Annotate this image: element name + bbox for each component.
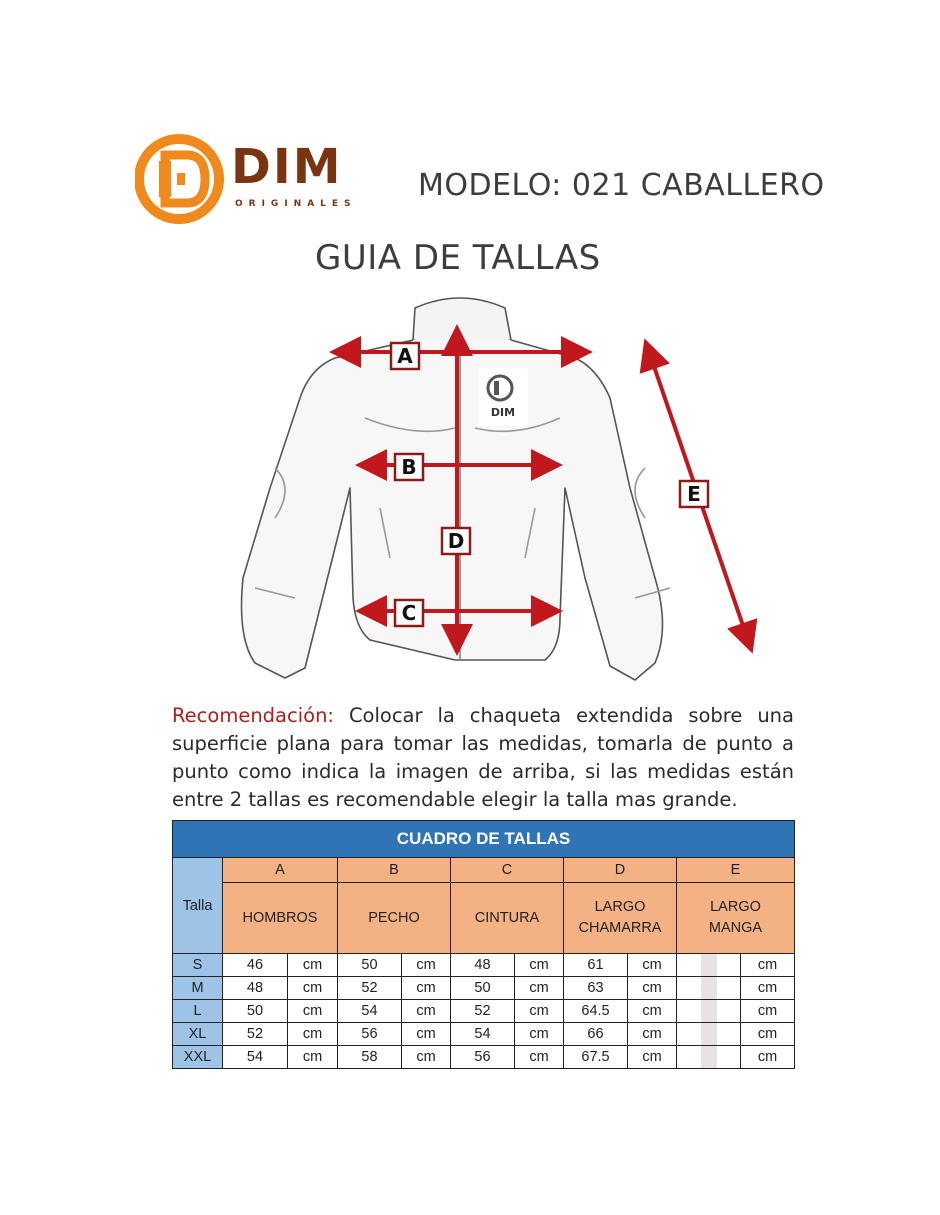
value-cell: 63	[564, 977, 628, 1000]
size-cell: M	[173, 977, 223, 1000]
brand-tagline: ORIGINALES	[235, 199, 357, 209]
obscured-value	[701, 1046, 717, 1068]
column-name: HOMBROS	[223, 883, 338, 954]
table-row	[173, 1046, 795, 1069]
recommendation-body: Colocar la chaqueta extendida sobre una superficie plana para tomar las medidas, tomarla de punto a punto como indica la imagen de arriba, si las medidas están entre 2 tallas es recomendable elegir la talla mas grande.	[172, 704, 794, 811]
unit-cell: cm	[741, 1000, 795, 1023]
table-row	[173, 954, 795, 977]
column-name: LARGO CHAMARRA	[564, 883, 677, 954]
dim-logo-mark-icon	[135, 133, 227, 225]
value-cell: 67.5	[564, 1046, 628, 1069]
column-letter: C	[451, 858, 564, 883]
svg-text:DIM: DIM	[490, 406, 516, 419]
size-cell: XXL	[173, 1046, 223, 1069]
unit-cell: cm	[741, 954, 795, 977]
unit-cell: cm	[288, 954, 338, 977]
brand-name: DIM	[231, 139, 343, 195]
label-d: D	[447, 529, 465, 553]
value-cell: 50	[223, 1000, 288, 1023]
size-cell: S	[173, 954, 223, 977]
column-name: LARGO MANGA	[677, 883, 795, 954]
value-cell	[677, 1046, 741, 1069]
unit-cell: cm	[741, 1023, 795, 1046]
model-title: MODELO: 021 CABALLERO	[418, 168, 825, 203]
recommendation-text	[172, 702, 794, 814]
unit-cell: cm	[628, 954, 677, 977]
value-cell: 54	[338, 1000, 402, 1023]
value-cell: 52	[451, 1000, 515, 1023]
unit-cell: cm	[741, 1046, 795, 1069]
table-row	[173, 1000, 795, 1023]
unit-cell: cm	[741, 977, 795, 1000]
value-cell: 54	[451, 1023, 515, 1046]
value-cell: 54	[223, 1046, 288, 1069]
value-cell: 48	[223, 977, 288, 1000]
table-row	[173, 977, 795, 1000]
table-title: CUADRO DE TALLAS	[173, 821, 795, 858]
column-letter: A	[223, 858, 338, 883]
label-c: C	[401, 601, 417, 625]
value-cell: 50	[451, 977, 515, 1000]
value-cell	[677, 1023, 741, 1046]
unit-cell: cm	[288, 977, 338, 1000]
obscured-value	[701, 954, 717, 976]
value-cell	[677, 1000, 741, 1023]
value-cell	[677, 954, 741, 977]
obscured-value	[701, 1000, 717, 1022]
unit-cell: cm	[515, 977, 564, 1000]
value-cell: 56	[451, 1046, 515, 1069]
value-cell: 48	[451, 954, 515, 977]
column-name: PECHO	[338, 883, 451, 954]
jacket-measurement-diagram	[215, 288, 775, 688]
brand-logo	[135, 133, 365, 228]
table-row	[173, 1023, 795, 1046]
column-letter: E	[677, 858, 795, 883]
unit-cell: cm	[515, 1000, 564, 1023]
value-cell: 52	[338, 977, 402, 1000]
column-letter: D	[564, 858, 677, 883]
column-letter: B	[338, 858, 451, 883]
unit-cell: cm	[628, 1023, 677, 1046]
unit-cell: cm	[288, 1023, 338, 1046]
value-cell: 61	[564, 954, 628, 977]
label-e: E	[687, 482, 701, 506]
recommendation-lead: Recomendación:	[172, 704, 334, 727]
value-cell	[677, 977, 741, 1000]
size-table	[172, 820, 795, 1069]
value-cell: 52	[223, 1023, 288, 1046]
obscured-value	[701, 1023, 717, 1045]
unit-cell: cm	[288, 1000, 338, 1023]
unit-cell: cm	[402, 1046, 451, 1069]
value-cell: 46	[223, 954, 288, 977]
value-cell: 50	[338, 954, 402, 977]
label-a: A	[397, 344, 413, 368]
label-b: B	[401, 455, 417, 479]
unit-cell: cm	[402, 1000, 451, 1023]
unit-cell: cm	[628, 977, 677, 1000]
unit-cell: cm	[402, 954, 451, 977]
value-cell: 56	[338, 1023, 402, 1046]
size-cell: XL	[173, 1023, 223, 1046]
unit-cell: cm	[515, 954, 564, 977]
unit-cell: cm	[402, 1023, 451, 1046]
unit-cell: cm	[402, 977, 451, 1000]
unit-cell: cm	[628, 1000, 677, 1023]
unit-cell: cm	[515, 1046, 564, 1069]
value-cell: 66	[564, 1023, 628, 1046]
size-cell: L	[173, 1000, 223, 1023]
page-title: GUIA DE TALLAS	[315, 238, 601, 278]
size-rows	[173, 954, 795, 1069]
unit-cell: cm	[628, 1046, 677, 1069]
unit-cell: cm	[515, 1023, 564, 1046]
value-cell: 58	[338, 1046, 402, 1069]
unit-cell: cm	[288, 1046, 338, 1069]
obscured-value	[701, 977, 717, 999]
talla-header: Talla	[173, 858, 223, 954]
column-name: CINTURA	[451, 883, 564, 954]
mini-logo-icon	[478, 368, 528, 426]
value-cell: 64.5	[564, 1000, 628, 1023]
